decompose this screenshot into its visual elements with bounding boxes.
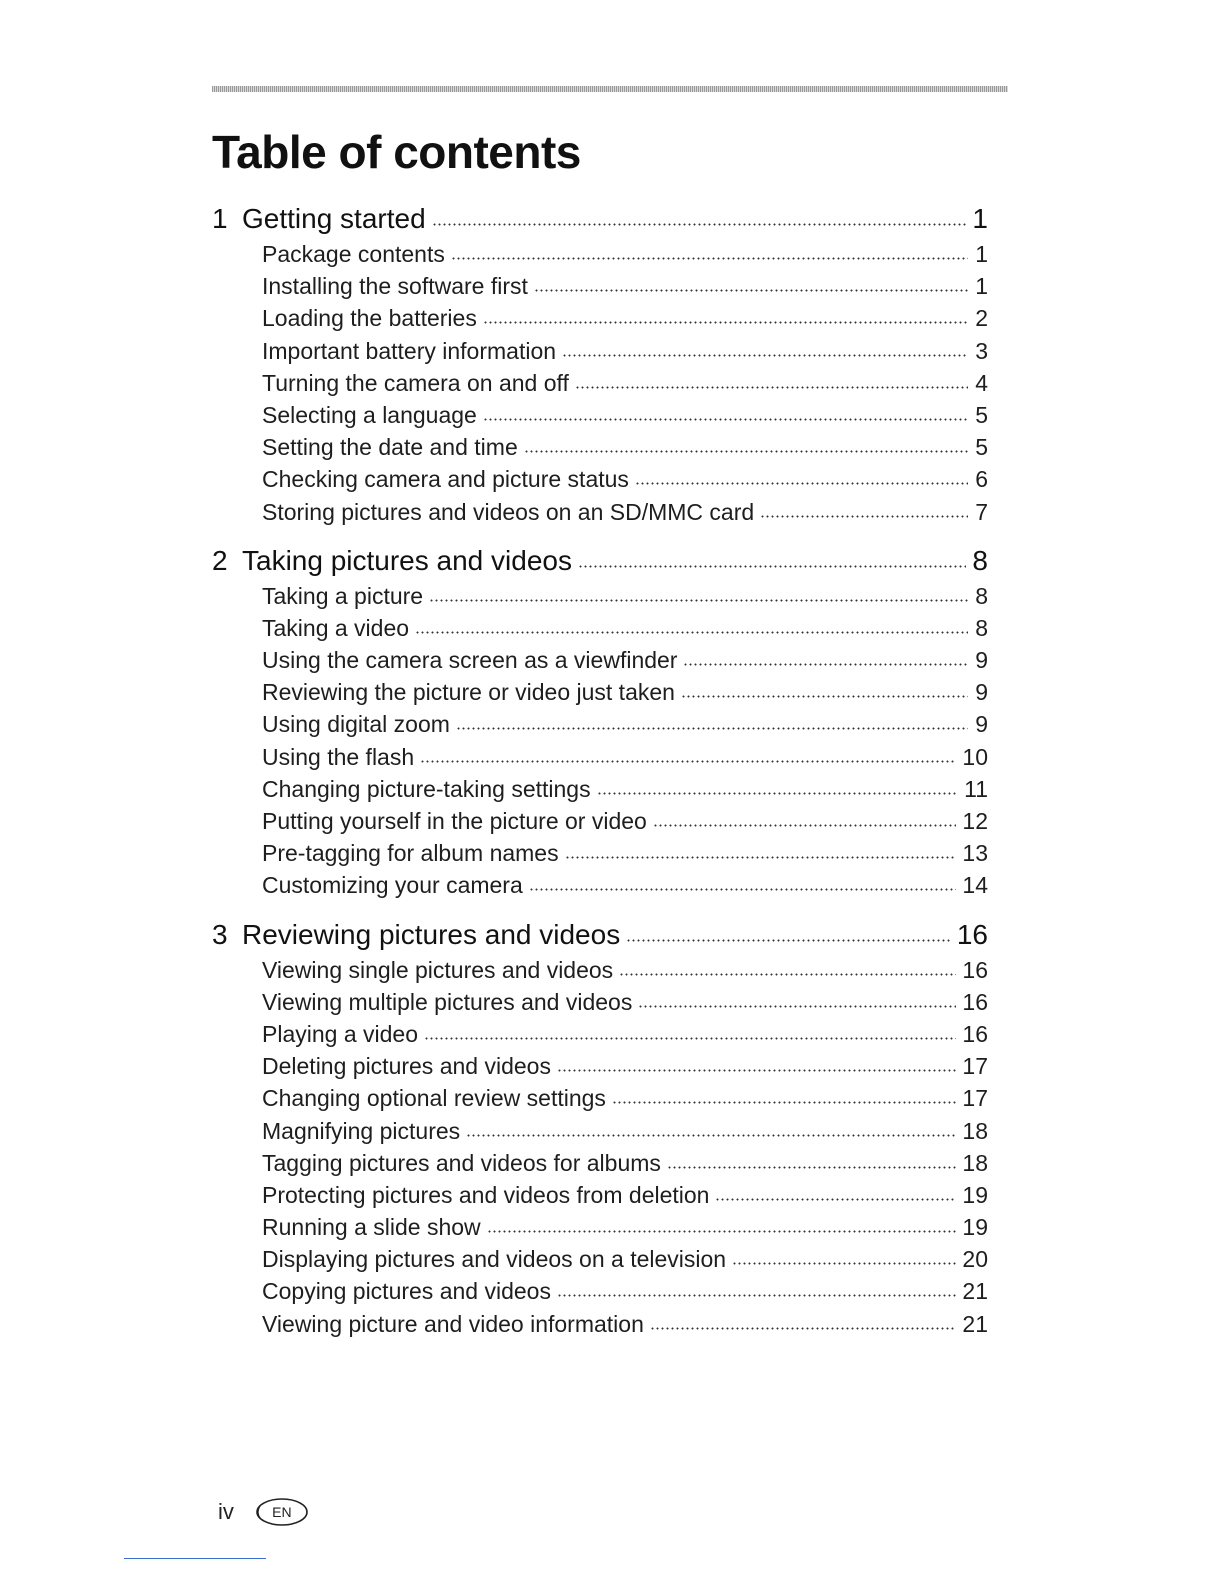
entry-label: Using the camera screen as a viewfinder [262,647,678,674]
dot-leader [715,1198,956,1201]
toc-entry-link[interactable] [212,1275,988,1307]
dot-leader [524,450,968,453]
entry-label: Checking camera and picture status [262,466,629,493]
dot-leader [575,386,968,389]
toc-entry-link[interactable] [212,463,988,495]
dot-leader [456,727,968,730]
toc-entry-link[interactable] [212,367,988,399]
dot-leader [650,1327,957,1330]
toc-entry-link[interactable] [212,741,988,773]
entry-page-number: 4 [975,369,988,396]
chapter-page-number: 16 [956,918,988,950]
toc-entry-link[interactable] [212,1018,988,1050]
entry-page-number: 7 [975,498,988,525]
bottom-link-underline [124,1558,266,1559]
toc-entry-link[interactable] [212,805,988,837]
toc-entry-link[interactable] [212,496,988,528]
entry-page-number: 17 [962,1085,988,1112]
dot-leader [732,1262,956,1265]
entry-page-number: 1 [975,273,988,300]
entry-label: Package contents [262,241,445,267]
entry-label: Loading the batteries [262,305,477,332]
dot-leader [424,1037,956,1040]
toc-entry-link[interactable] [212,954,988,986]
entry-label: Deleting pictures and videos [262,1053,551,1080]
chapter-heading-link[interactable] [212,200,988,238]
dot-leader [483,418,968,421]
dot-leader [534,289,968,292]
chapter-number: 3 [212,918,228,950]
toc-entry-link[interactable] [212,335,988,367]
entry-page-number: 16 [962,988,988,1015]
entry-page-number: 19 [962,1181,988,1208]
chapter-1 [212,200,988,528]
dot-leader [612,1101,956,1104]
entry-label: Using the flash [262,743,415,770]
dot-leader [451,257,968,260]
dot-leader [432,223,967,226]
toc-entry-link[interactable] [212,431,988,463]
dot-leader [626,939,951,942]
entry-label: Turning the camera on and off [262,369,569,396]
dot-leader [557,1294,956,1297]
entry-label: Important battery information [262,337,557,364]
dot-leader [653,824,957,827]
dot-leader [466,1134,956,1137]
toc-entry-link[interactable] [212,986,988,1018]
dot-leader [415,631,968,634]
entry-page-number: 12 [962,808,988,834]
entry-page-number: 8 [975,582,988,609]
entry-page-number: 19 [962,1214,988,1241]
entry-page-number: 1 [975,241,988,267]
chapter-page-number: 8 [972,544,988,576]
entry-page-number: 20 [962,1246,988,1273]
entry-label: Pre-tagging for album names [262,840,559,867]
dot-leader [529,888,957,891]
toc-entry-link[interactable] [212,238,988,270]
toc-entry-link[interactable] [212,773,988,805]
entry-label: Changing picture-taking settings [262,775,591,802]
dot-leader [487,1230,957,1233]
toc-entry-link[interactable] [212,270,988,302]
entry-label: Taking a video [262,614,410,641]
entry-page-number: 3 [975,337,988,364]
dot-leader [681,695,968,698]
dot-leader [562,354,968,357]
entry-page-number: 21 [962,1278,988,1305]
entry-page-number: 14 [962,872,988,899]
chapter-heading-link[interactable] [212,542,988,580]
dot-leader [565,856,957,859]
entry-label: Taking a picture [262,582,424,609]
chapter-2 [212,542,988,902]
entry-page-number: 16 [962,1020,988,1047]
entry-label: Installing the software first [262,273,528,300]
toc-entry-link[interactable] [212,1115,988,1147]
entry-page-number: 2 [975,305,988,332]
entry-label: Displaying pictures and videos on a television [262,1246,727,1273]
entry-label: Storing pictures and videos on an SD/MMC card [262,498,755,525]
entry-page-number: 11 [964,775,988,802]
table-of-contents [212,200,988,1354]
entry-page-number: 13 [962,840,988,867]
entry-page-number: 21 [962,1310,988,1337]
entry-page-number: 17 [962,1053,988,1080]
dot-leader [635,482,968,485]
entry-label: Changing optional review settings [262,1085,606,1112]
entry-label: Viewing picture and video information [262,1310,644,1337]
chapter-title: Getting started [242,203,426,234]
entry-label: Customizing your camera [262,872,523,899]
entry-page-number: 9 [975,679,988,706]
entry-label: Tagging pictures and videos for albums [262,1149,661,1176]
entry-label: Selecting a language [262,401,477,428]
footer-page-number: iv [218,1499,234,1524]
chapter-title: Taking pictures and videos [242,544,572,576]
entry-page-number: 18 [962,1117,988,1144]
entry-page-number: 18 [962,1149,988,1176]
toc-entry-link[interactable] [212,708,988,740]
toc-entry-link[interactable] [212,1082,988,1114]
toc-entry-link[interactable] [212,1179,988,1211]
page-footer [218,1496,310,1528]
entry-label: Copying pictures and videos [262,1278,551,1305]
toc-entry-link[interactable] [212,580,988,612]
entry-page-number: 5 [975,434,988,461]
dot-leader [557,1069,956,1072]
dot-leader [429,599,968,602]
chapter-3 [212,916,988,1340]
entry-label: Reviewing the picture or video just taken [262,679,675,706]
toc-entry-link[interactable] [212,1050,988,1082]
toc-entry-link[interactable] [212,676,988,708]
toc-entry-link[interactable] [212,644,988,676]
toc-entry-link[interactable] [212,869,988,901]
toc-entry-link[interactable] [212,1211,988,1243]
dot-leader [420,760,956,763]
toc-entry-link[interactable] [212,1243,988,1275]
toc-entry-link[interactable] [212,302,988,334]
dot-leader [483,321,968,324]
entry-page-number: 6 [975,466,988,493]
page-title: Table of contents [212,126,581,178]
toc-entry-link[interactable] [212,1308,988,1340]
toc-entry-link[interactable] [212,399,988,431]
entry-page-number: 10 [962,743,988,770]
entry-label: Viewing multiple pictures and videos [262,988,633,1015]
entry-label: Magnifying pictures [262,1117,461,1144]
en-badge-label: EN [272,1504,292,1520]
toc-entry-link[interactable] [212,612,988,644]
dot-leader [760,515,968,518]
chapter-title: Reviewing pictures and videos [242,918,621,950]
chapter-number: 1 [212,203,228,234]
entry-label: Using digital zoom [262,711,450,738]
entry-page-number: 16 [962,956,988,983]
top-header-rule [212,86,1008,92]
dot-leader [578,565,966,568]
chapter-number: 2 [212,544,228,576]
entry-page-number: 5 [975,401,988,428]
entry-page-number: 9 [975,647,988,674]
chapter-page-number: 1 [972,203,988,234]
entry-label: Viewing single pictures and videos [262,956,614,983]
toc-entry-link[interactable] [212,837,988,869]
toc-entry-link[interactable] [212,1147,988,1179]
entry-label: Protecting pictures and videos from deletion [262,1181,710,1208]
dot-leader [597,792,959,795]
entry-label: Putting yourself in the picture or video [262,808,647,834]
entry-label: Running a slide show [262,1214,481,1241]
dot-leader [638,1005,956,1008]
en-language-oval-icon [254,1496,310,1528]
entry-page-number: 9 [975,711,988,738]
entry-label: Setting the date and time [262,434,518,461]
chapter-heading-link[interactable] [212,916,988,954]
entry-page-number: 8 [975,614,988,641]
dot-leader [683,663,968,666]
dot-leader [619,973,956,976]
dot-leader [667,1166,957,1169]
entry-label: Playing a video [262,1020,418,1047]
